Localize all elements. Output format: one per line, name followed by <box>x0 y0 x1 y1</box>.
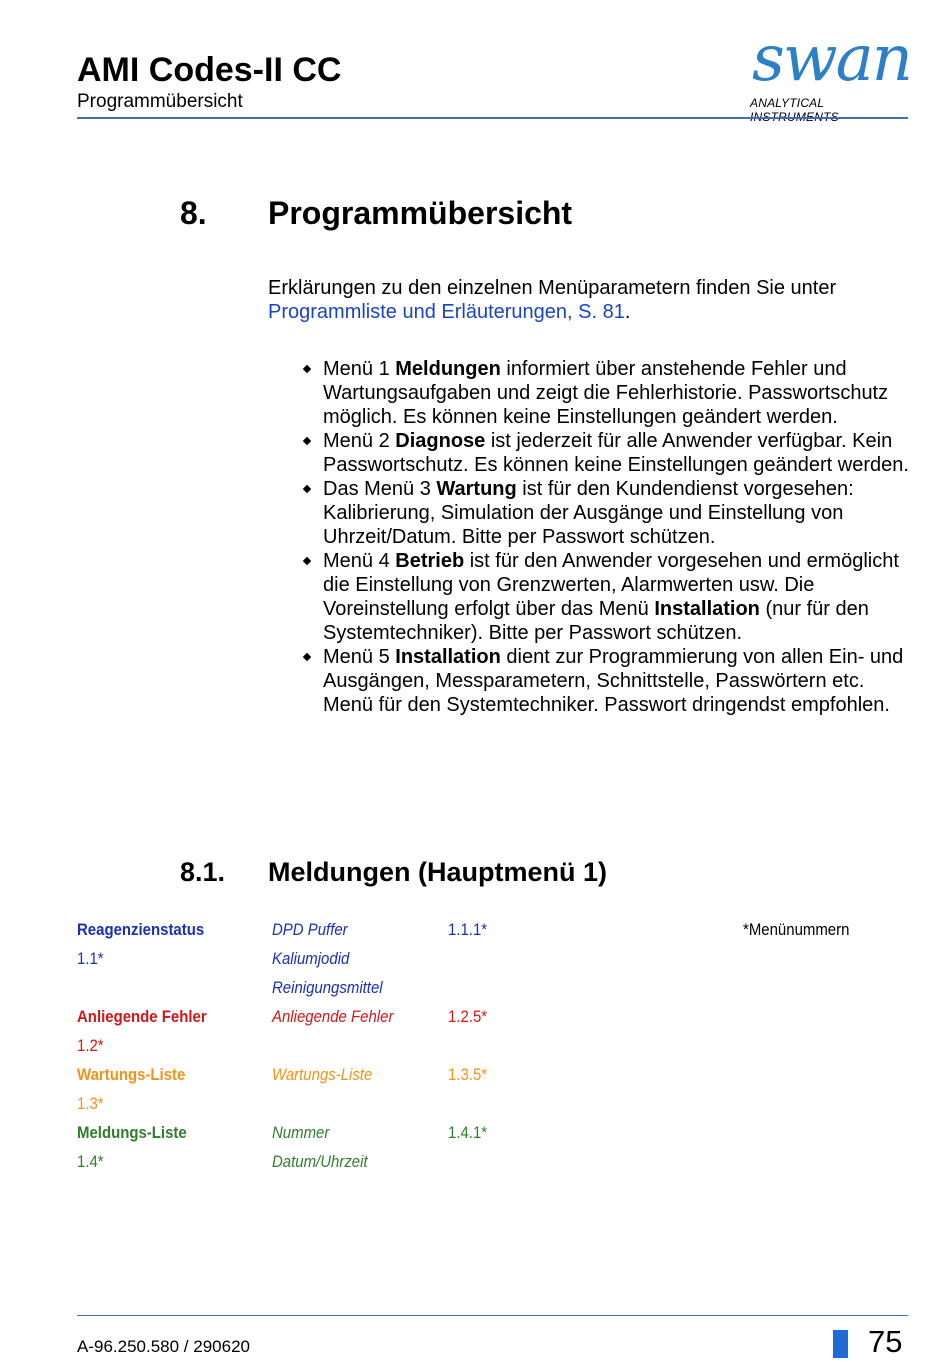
program-list-link[interactable]: Programmliste und Erläuterungen, S. 81 <box>268 301 625 323</box>
menu-main-number: 1.3* <box>77 1094 104 1113</box>
menu-sub-item: DPD Puffer <box>272 920 348 939</box>
menu-bullet-list <box>300 357 915 717</box>
section-number: 8. <box>180 195 207 231</box>
menu-sub-item: Datum/Uhrzeit <box>272 1152 368 1171</box>
menu-sub-item: Wartungs-Liste <box>272 1065 373 1084</box>
bullet-menu-4: Menü 4 Betrieb ist für den Anwender vorgesehen und ermöglicht die Einstellung von Grenzwerten, Alarmwerten usw. Die Voreinstellung erfolgt über das Menü Installation (nur für den Systemtechniker). Bitte per Passwort schützen. <box>300 549 915 645</box>
menu-main-number: 1.4* <box>77 1152 104 1171</box>
section-title: Programmübersicht <box>268 195 573 231</box>
bullet-diamond-icon <box>303 653 311 661</box>
menu-sub-number: 1.4.1* <box>448 1123 488 1142</box>
menu-main-label: Wartungs-Liste <box>77 1065 186 1084</box>
subsection-title: Meldungen (Hauptmenü 1) <box>268 857 607 887</box>
document-subtitle: Programmübersicht <box>77 91 243 112</box>
menu-numbers-note: *Menünummern <box>743 920 850 939</box>
menu-sub-number: 1.3.5* <box>448 1065 488 1084</box>
document-code: A-96.250.580 / 290620 <box>77 1337 250 1356</box>
bullet-menu-2: Menü 2 Diagnose ist jederzeit für alle Anwender verfügbar. Kein Passwortschutz. Es können keine Einstellungen geändert werden. <box>300 429 915 477</box>
intro-period: . <box>624 301 631 323</box>
menu-main-number: 1.1* <box>77 949 104 968</box>
menu-sub-item: Anliegende Fehler <box>272 1007 394 1026</box>
footer-divider <box>77 1315 908 1316</box>
logo-tagline: ANALYTICAL <box>750 96 825 110</box>
page-marker <box>833 1330 848 1358</box>
menu-sub-item: Kaliumjodid <box>272 949 350 968</box>
subsection-number: 8.1. <box>180 857 226 887</box>
menu-sub-number: 1.2.5* <box>448 1007 488 1026</box>
menu-sub-number: 1.1.1* <box>448 920 488 939</box>
header-divider <box>77 117 908 119</box>
bullet-menu-3: Das Menü 3 Wartung ist für den Kundendienst vorgesehen: Kalibrierung, Simulation der Ausgänge und Einstellung von Uhrzeit/Datum. Bitte per Passwort schützen. <box>300 477 915 549</box>
logo-wordmark: swan <box>752 22 911 96</box>
document-title: AMI Codes-II CC <box>77 51 342 89</box>
bullet-diamond-icon <box>303 437 311 445</box>
bullet-diamond-icon <box>303 557 311 565</box>
menu-main-label: Reagenzienstatus <box>77 920 205 939</box>
menu-sub-item: Nummer <box>272 1123 330 1142</box>
intro-text: Erklärungen zu den einzelnen Menüparametern finden Sie unter <box>268 277 837 299</box>
bullet-menu-5: Menü 5 Installation dient zur Programmierung von allen Ein- und Ausgängen, Messparametern, Schnittstelle, Passwörtern etc. Menü für den Systemtechniker. Passwort dringendst empfohlen. <box>300 645 915 717</box>
swan-logo <box>750 22 911 115</box>
bullet-diamond-icon <box>303 485 311 493</box>
bullet-diamond-icon <box>303 365 311 373</box>
page-number: 75 <box>868 1324 903 1359</box>
menu-main-label: Anliegende Fehler <box>77 1007 207 1026</box>
bullet-menu-1: Menü 1 Meldungen informiert über anstehende Fehler und Wartungsaufgaben und zeigt die Fehlerhistorie. Passwortschutz möglich. Es können keine Einstellungen geändert werden. <box>300 357 915 429</box>
menu-sub-item: Reinigungsmittel <box>272 978 383 997</box>
menu-main-number: 1.2* <box>77 1036 104 1055</box>
menu-main-label: Meldungs-Liste <box>77 1123 187 1142</box>
intro-paragraph <box>268 276 908 324</box>
